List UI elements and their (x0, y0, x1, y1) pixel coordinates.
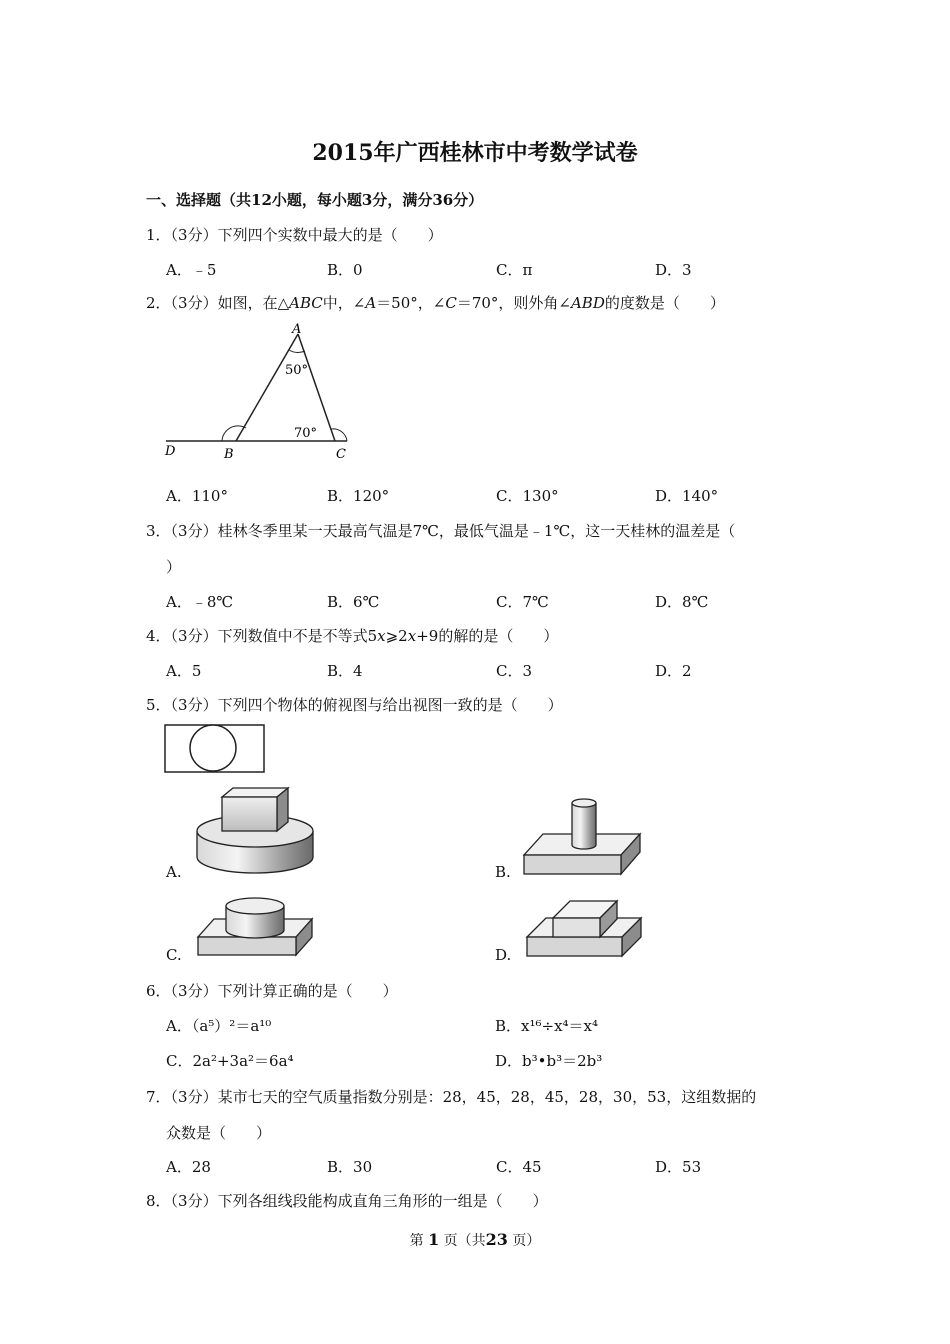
q1-option-a: A．﹣5 (166, 261, 217, 279)
question-8-stem: 8．（3分）下列各组线段能构成直角三角形的一组是（ ） (146, 1192, 548, 1210)
q2-option-a: A．110° (166, 487, 228, 505)
label-b: B (224, 447, 234, 462)
question-4-stem: 4．（3分）下列数值中不是不等式5x⩾2x+9的解的是（ ） (146, 627, 559, 645)
q6-option-b: B．x¹⁶÷x⁴＝x⁴ (495, 1017, 599, 1035)
total-pages: 23 (485, 1230, 508, 1249)
label-c: C (336, 447, 346, 462)
q5-option-a: A. (166, 863, 182, 881)
question-6-stem: 6．（3分）下列计算正确的是（ ） (146, 982, 398, 1000)
q7-option-a: A．28 (166, 1158, 211, 1176)
q1-option-c: C．π (496, 261, 533, 279)
object-a (197, 788, 313, 873)
question-7-stem-line2: 众数是（ ） (166, 1124, 272, 1142)
q4-option-b: B．4 (327, 662, 363, 680)
q3-option-c: C．7℃ (496, 593, 549, 611)
section-heading: 一、选择题（共12小题，每小题3分，满分36分） (146, 191, 484, 209)
q4-option-d: D．2 (655, 662, 692, 680)
q4-option-a: A．5 (166, 662, 202, 680)
label-angle-a: 50° (285, 363, 309, 378)
object-d (527, 901, 641, 956)
question-3-stem-line2: ） (166, 558, 182, 576)
q6-option-c: C．2a²+3a²＝6a⁴ (166, 1052, 294, 1070)
q3-option-b: B．6℃ (327, 593, 380, 611)
q7-option-c: C．45 (496, 1158, 542, 1176)
q1-option-d: D．3 (655, 261, 692, 279)
question-3-stem-line1: 3．（3分）桂林冬季里某一天最高气温是7℃，最低气温是﹣1℃，这一天桂林的温差是（ (146, 522, 736, 540)
label-angle-c: 70° (294, 426, 318, 441)
page-title: 2015年广西桂林市中考数学试卷 (312, 140, 638, 166)
question-7-stem-line1: 7．（3分）某市七天的空气质量指数分别是：28，45，28，45，28，30，53，这组数据的 (146, 1088, 757, 1106)
label-d: D (165, 444, 176, 459)
q3-option-d: D．8℃ (655, 593, 709, 611)
q7-option-b: B．30 (327, 1158, 373, 1176)
page-number: 1 (428, 1230, 440, 1249)
q5-option-b: B. (495, 863, 511, 881)
q2-option-d: D．140° (655, 487, 719, 505)
question-2-stem: 2．（3分）如图，在△ABC中，∠A＝50°，∠C＝70°，则外角∠ABD的度数是（ ） (146, 294, 725, 312)
q6-option-d: D．b³•b³＝2b³ (495, 1052, 603, 1070)
page-footer: 第 1 页（共23 页） (409, 1230, 541, 1249)
object-b (524, 799, 640, 874)
object-c (198, 898, 312, 955)
q4-option-c: C．3 (496, 662, 533, 680)
q5-option-d: D. (495, 946, 512, 964)
q3-option-a: A．﹣8℃ (166, 593, 234, 611)
q5-option-c: C. (166, 946, 182, 964)
given-top-view (165, 725, 264, 772)
q6-option-a: A．（a⁵）²＝a¹⁰ (166, 1017, 272, 1035)
q2-option-b: B．120° (327, 487, 390, 505)
q2-option-c: C．130° (496, 487, 559, 505)
question-1-stem: 1．（3分）下列四个实数中最大的是（ ） (146, 226, 443, 244)
q7-option-d: D．53 (655, 1158, 702, 1176)
label-a: A (292, 322, 302, 337)
question-5-stem: 5．（3分）下列四个物体的俯视图与给出视图一致的是（ ） (146, 696, 563, 714)
q1-option-b: B．0 (327, 261, 363, 279)
